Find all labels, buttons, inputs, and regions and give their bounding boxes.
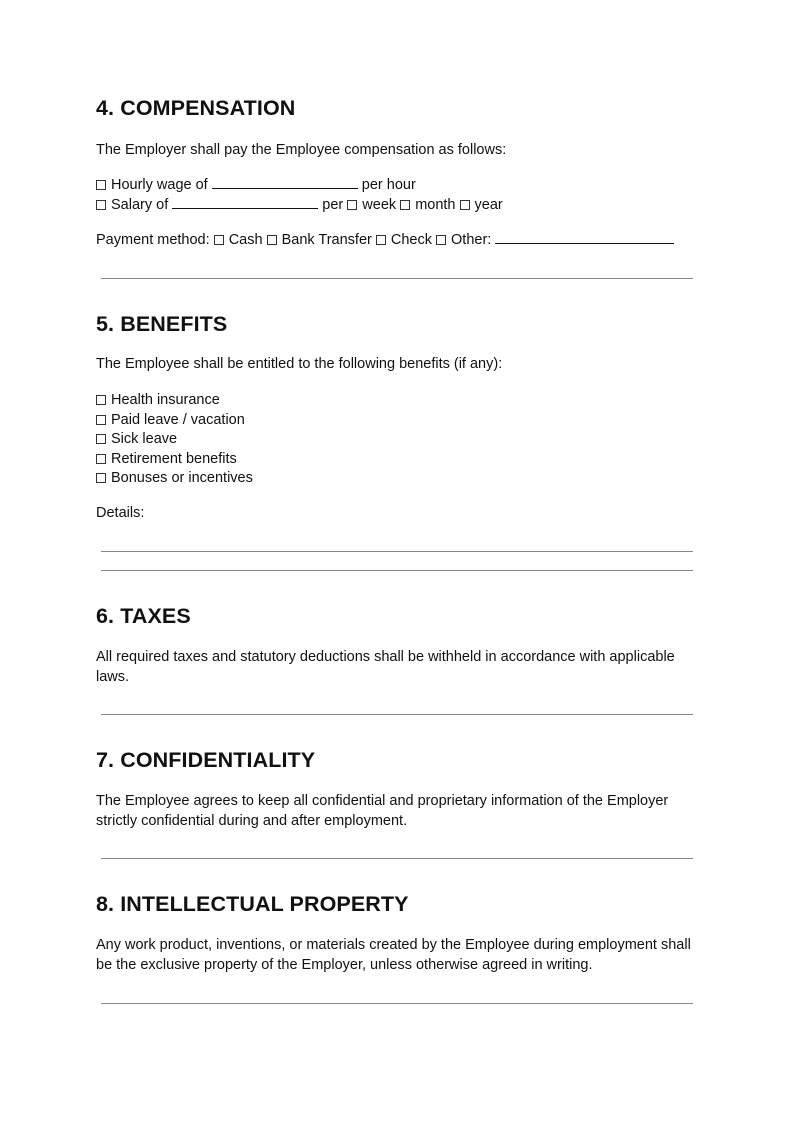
- benefit-label: Health insurance: [111, 392, 220, 408]
- bank-transfer-label: Bank Transfer: [281, 232, 372, 248]
- section-divider: [101, 1003, 693, 1004]
- payment-method-label: Payment method:: [96, 232, 210, 248]
- section-divider: [101, 278, 693, 279]
- section-divider: [101, 858, 693, 859]
- list-item: [96, 430, 253, 450]
- section-divider: [101, 714, 693, 715]
- list-item: [96, 469, 253, 489]
- benefits-list: [96, 391, 253, 489]
- list-item: [96, 411, 253, 431]
- details-line-1[interactable]: [101, 551, 693, 552]
- list-item: [96, 450, 253, 470]
- benefit-label: Retirement benefits: [111, 450, 237, 467]
- benefit-label: Paid leave / vacation: [111, 411, 245, 428]
- year-label: year: [474, 197, 503, 213]
- hourly-wage-checkbox[interactable]: [96, 180, 106, 190]
- confidentiality-body: The Employee agrees to keep all confidential and proprietary information of the Employer strictly confidential during and after employment.: [96, 793, 669, 829]
- check-label: Check: [390, 232, 432, 248]
- sick-leave-checkbox[interactable]: [96, 434, 106, 444]
- section-title-taxes: 6. TAXES: [96, 604, 191, 628]
- week-label: week: [362, 197, 397, 213]
- salary-row: [96, 196, 503, 216]
- other-method-field[interactable]: [495, 231, 674, 244]
- health-insurance-checkbox[interactable]: [96, 395, 106, 405]
- bonuses-checkbox[interactable]: [96, 473, 106, 483]
- compensation-intro: The Employer shall pay the Employee compensation as follows:: [96, 142, 507, 158]
- year-checkbox[interactable]: [460, 200, 470, 210]
- intellectual-property-body: Any work product, inventions, or materials created by the Employee during employment shall be the exclusive property of the Employer, unless otherwise agreed in writing.: [96, 937, 691, 973]
- other-checkbox[interactable]: [436, 235, 446, 245]
- benefit-label: Sick leave: [111, 431, 178, 447]
- retirement-benefits-checkbox[interactable]: [96, 454, 106, 464]
- salary-per-label: per: [322, 197, 344, 213]
- hourly-wage-field[interactable]: [212, 176, 358, 189]
- section-title-benefits: 5. BENEFITS: [96, 312, 228, 336]
- salary-label: Salary of: [111, 197, 169, 213]
- taxes-body: All required taxes and statutory deductions shall be withheld in accordance with applicable laws.: [96, 649, 675, 685]
- details-label: Details:: [96, 505, 145, 521]
- check-checkbox[interactable]: [376, 235, 386, 245]
- week-checkbox[interactable]: [347, 200, 357, 210]
- cash-label: Cash: [228, 232, 263, 248]
- hourly-wage-suffix: per hour: [361, 177, 416, 193]
- bank-transfer-checkbox[interactable]: [267, 235, 277, 245]
- salary-field[interactable]: [172, 196, 318, 209]
- cash-checkbox[interactable]: [214, 235, 224, 245]
- month-checkbox[interactable]: [400, 200, 410, 210]
- benefits-intro: The Employee shall be entitled to the following benefits (if any):: [96, 356, 503, 372]
- section-title-compensation: 4. COMPENSATION: [96, 96, 296, 120]
- section-title-intellectual-property: 8. INTELLECTUAL PROPERTY: [96, 892, 409, 916]
- benefit-label: Bonuses or incentives: [111, 470, 253, 486]
- list-item: [96, 391, 253, 411]
- payment-method-row: [96, 231, 674, 251]
- other-label: Other:: [451, 232, 492, 248]
- hourly-wage-label: Hourly wage of: [111, 177, 208, 193]
- salary-checkbox[interactable]: [96, 200, 106, 210]
- month-label: month: [415, 197, 456, 213]
- details-line-2[interactable]: [101, 570, 693, 571]
- section-title-confidentiality: 7. CONFIDENTIALITY: [96, 748, 316, 772]
- paid-leave-checkbox[interactable]: [96, 415, 106, 425]
- hourly-wage-row: [96, 176, 416, 196]
